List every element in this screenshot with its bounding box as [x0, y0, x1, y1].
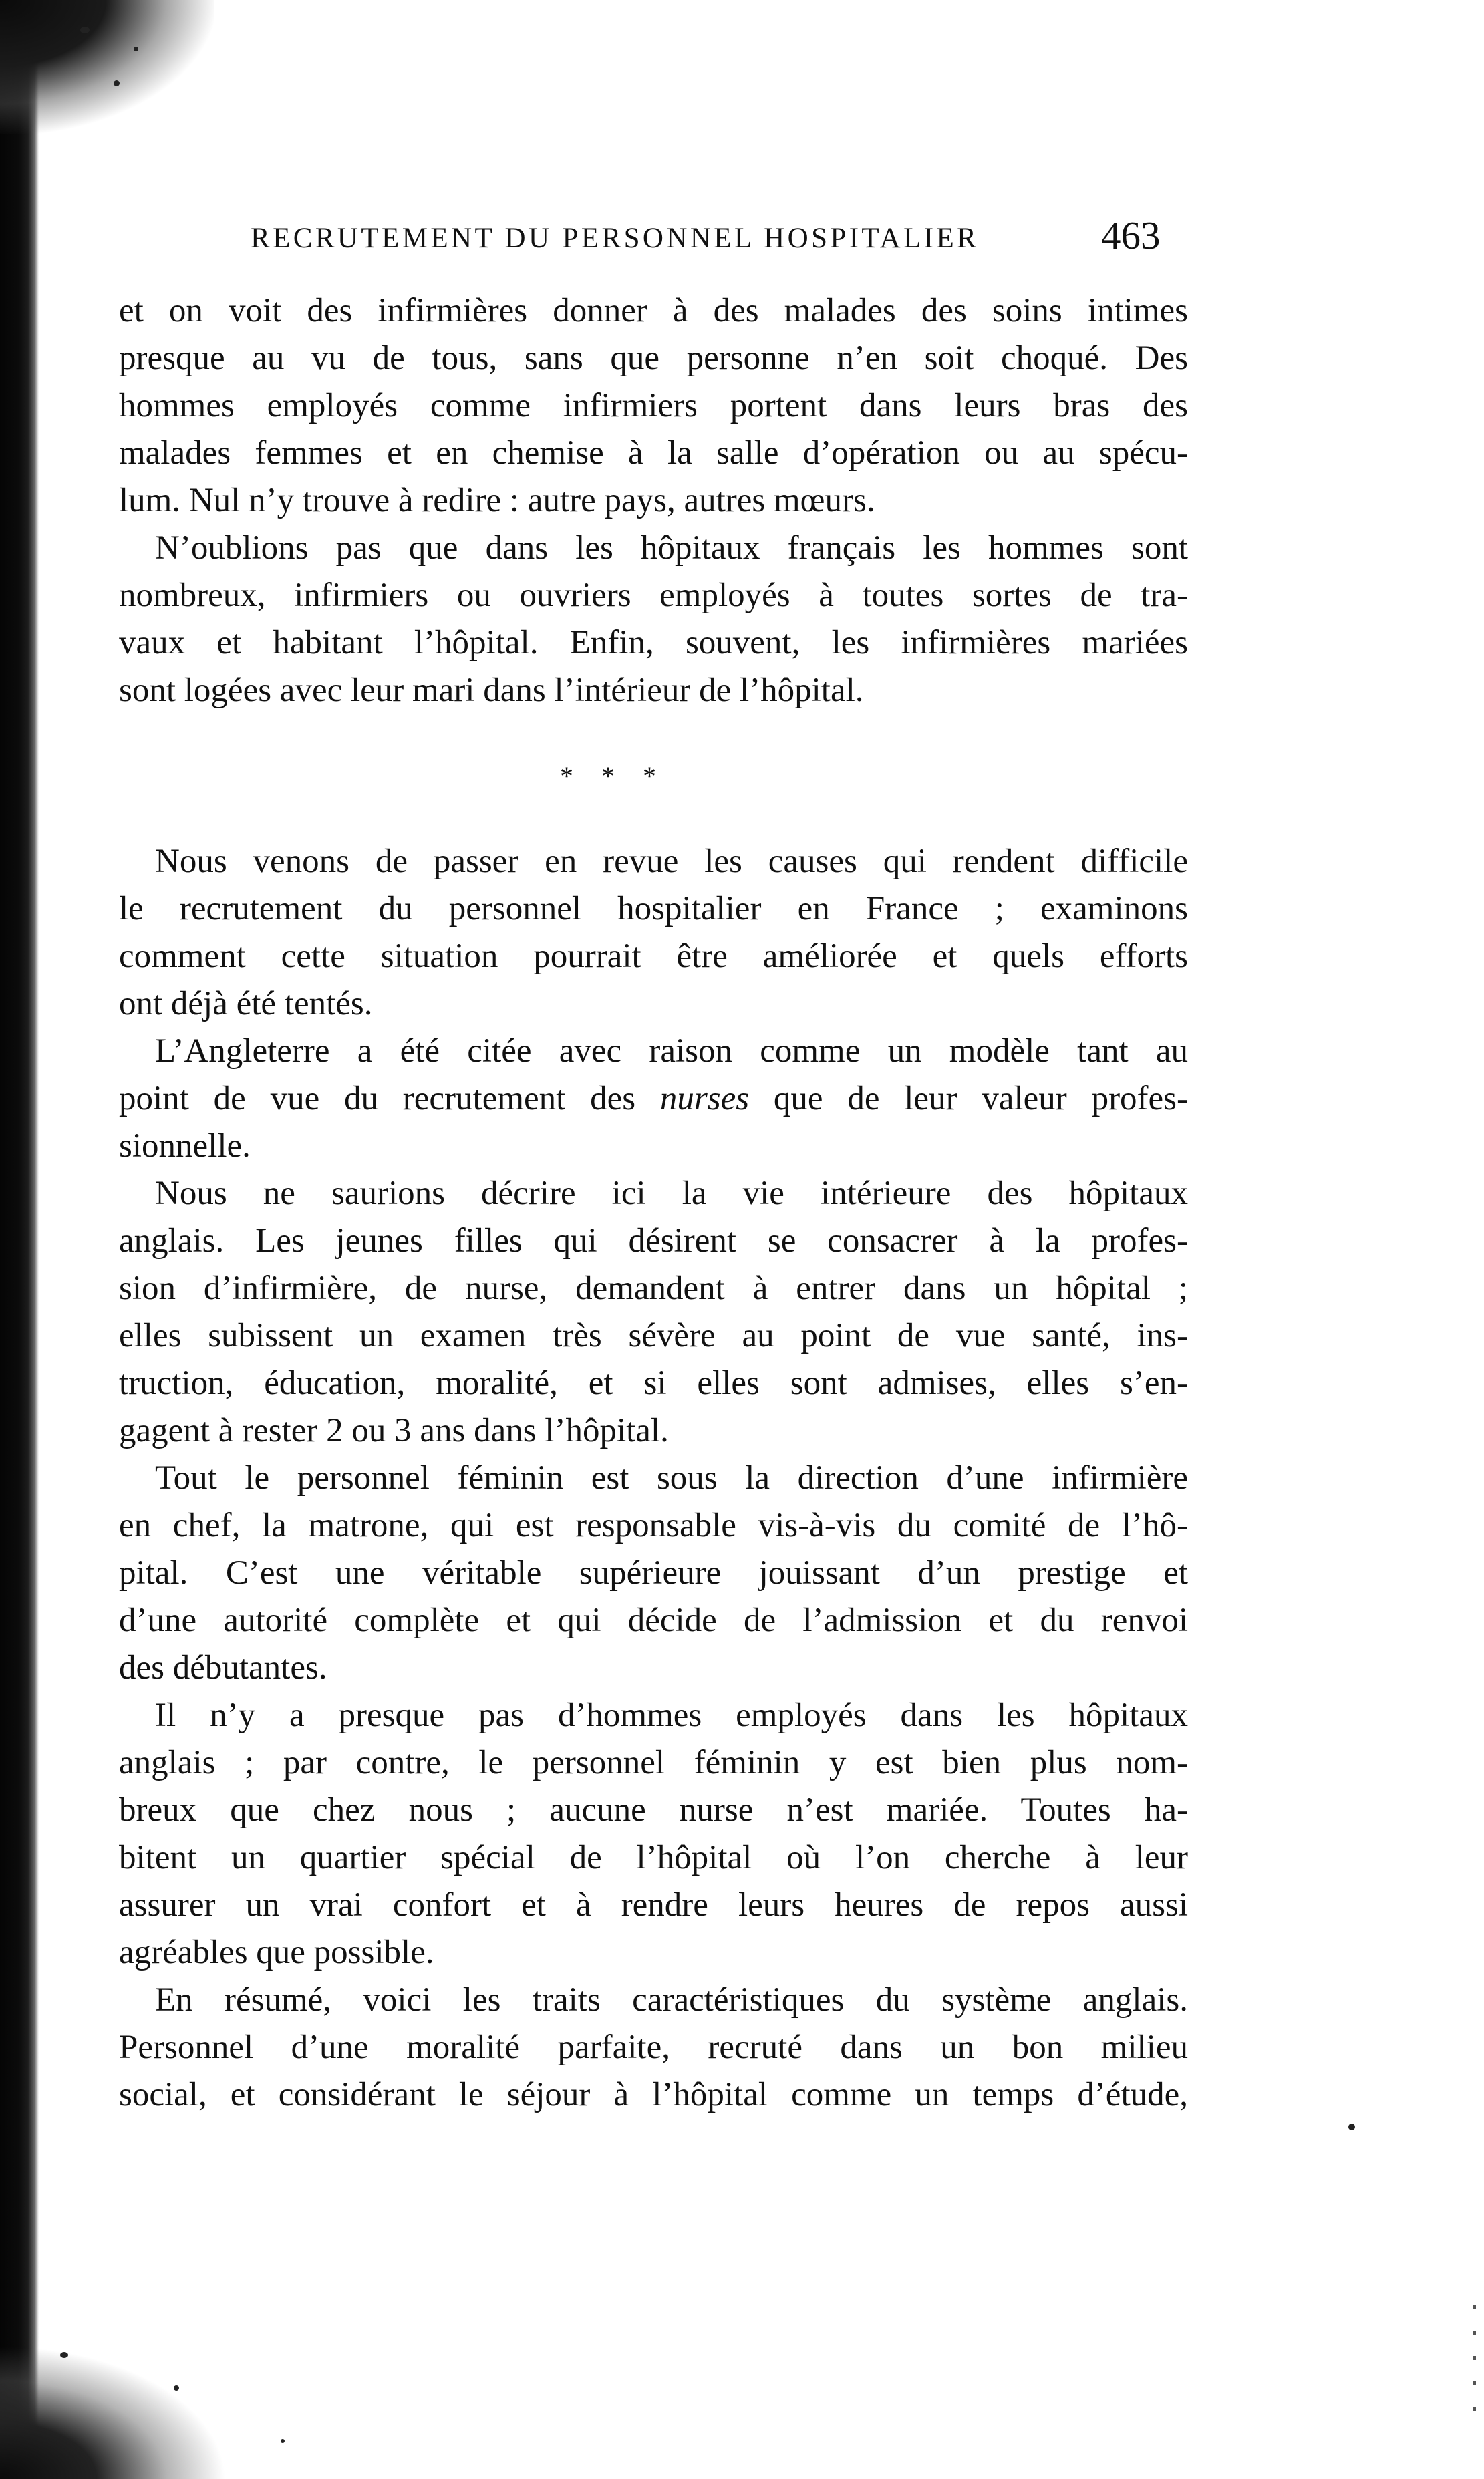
text-line: Tout le personnel féminin est sous la direction d’une infirmière: [155, 1459, 1188, 1497]
text-line: en chef, la matrone, qui est responsable vis-à-vis du comité de l’hô-: [119, 1507, 1188, 1544]
text-line: malades femmes et en chemise à la salle d’opération ou au spécu-: [119, 434, 1188, 472]
text-line: agréables que possible.: [119, 1934, 434, 1971]
text-line: anglais. Les jeunes filles qui désirent se consacrer à la profes-: [119, 1222, 1188, 1260]
scan-corner-shadow-bottom: [0, 2345, 227, 2479]
paragraph: [119, 1692, 1188, 1977]
text-line: elles subissent un examen très sévère au point de vue santé, ins-: [119, 1317, 1188, 1354]
text-line: bitent un quartier spécial de l’hôpital où l’on cherche à leur: [119, 1839, 1188, 1876]
text-line: truction, éducation, moralité, et si elles sont admises, elles s’en-: [119, 1364, 1188, 1402]
text-line: N’oublions pas que dans les hôpitaux français les hommes sont: [155, 529, 1188, 567]
text-line: d’une autorité complète et qui décide de l’admission et du renvoi: [119, 1602, 1188, 1639]
text-line: Nous ne saurions décrire ici la vie intérieure des hôpitaux: [155, 1175, 1188, 1212]
paragraph: [119, 838, 1188, 1028]
text-line: des débutantes.: [119, 1649, 327, 1687]
text-line: et on voit des infirmières donner à des malades des soins intimes: [119, 292, 1188, 329]
paragraph: [119, 1170, 1188, 1455]
text-run: point de vue du recrutement des: [119, 1080, 660, 1117]
scan-speck: [174, 2385, 179, 2391]
paragraph: [119, 1455, 1188, 1692]
scan-binding-edge: [0, 0, 39, 2479]
text-line: anglais ; par contre, le personnel féminin y est bien plus nom-: [119, 1744, 1188, 1781]
running-title: RECRUTEMENT DU PERSONNEL HOSPITALIER: [251, 223, 980, 254]
text-line: lum. Nul n’y trouve à redire : autre pays, autres mœurs.: [119, 482, 875, 519]
page-number: 463: [1101, 213, 1161, 257]
text-line: [119, 1075, 1188, 1123]
scan-speck: [1348, 2124, 1355, 2130]
text-line: hommes employés comme infirmiers portent dans leurs bras des: [119, 387, 1188, 424]
text-line: Personnel d’une moralité parfaite, recruté dans un bon milieu: [119, 2029, 1188, 2066]
paragraph: [119, 1028, 1188, 1170]
text-line: gagent à rester 2 ou 3 ans dans l’hôpital.: [119, 1412, 669, 1449]
paragraph: [119, 525, 1188, 714]
text-line: Nous venons de passer en revue les causes qui rendent difficile: [155, 843, 1188, 880]
scan-speck: [281, 2439, 285, 2443]
text-line: En résumé, voici les traits caractéristiques du système anglais.: [155, 1981, 1188, 2019]
paragraph: [119, 1977, 1188, 2119]
scan-speck: [134, 47, 138, 51]
text-line: presque au vu de tous, sans que personne n’en soit choqué. Des: [119, 339, 1188, 377]
text-line: nombreux, infirmiers ou ouvriers employés à toutes sortes de tra-: [119, 577, 1188, 614]
text-line: sionnelle.: [119, 1127, 251, 1165]
paragraph: [119, 287, 1188, 525]
text-line: sion d’infirmière, de nurse, demandent à entrer dans un hôpital ;: [119, 1270, 1188, 1307]
page-text: [119, 287, 1188, 2119]
text-line: pital. C’est une véritable supérieure jouissant d’un prestige et: [119, 1554, 1188, 1592]
scan-speck: [114, 80, 120, 86]
scan-corner-shadow-top: [0, 0, 214, 134]
scan-speck: [80, 27, 90, 33]
text-line: assurer un vrai confort et à rendre leurs heures de repos aussi: [119, 1886, 1188, 1924]
text-line: sont logées avec leur mari dans l’intérieur de l’hôpital.: [119, 672, 864, 709]
text-line: vaux et habitant l’hôpital. Enfin, souvent, les infirmières mariées: [119, 624, 1188, 662]
text-run: que de leur valeur profes-: [749, 1080, 1188, 1117]
text-line: comment cette situation pourrait être améliorée et quels efforts: [119, 937, 1188, 975]
italic-term-nurses: nurses: [659, 1080, 750, 1117]
running-head: [0, 212, 1484, 266]
text-line: le recrutement du personnel hospitalier en France ; examinons: [119, 890, 1188, 927]
text-line: social, et considérant le séjour à l’hôpital comme un temps d’étude,: [119, 2076, 1188, 2113]
scan-edge-dots: [1473, 2305, 1476, 2426]
text-line: ont déjà été tentés.: [119, 985, 373, 1022]
text-line: Il n’y a presque pas d’hommes employés dans les hôpitaux: [155, 1697, 1188, 1734]
scan-speck: [60, 2352, 68, 2358]
text-line: breux que chez nous ; aucune nurse n’est mariée. Toutes ha-: [119, 1791, 1188, 1829]
section-asterism: * * *: [560, 761, 667, 791]
text-line: L’Angleterre a été citée avec raison comme un modèle tant au: [155, 1032, 1188, 1070]
